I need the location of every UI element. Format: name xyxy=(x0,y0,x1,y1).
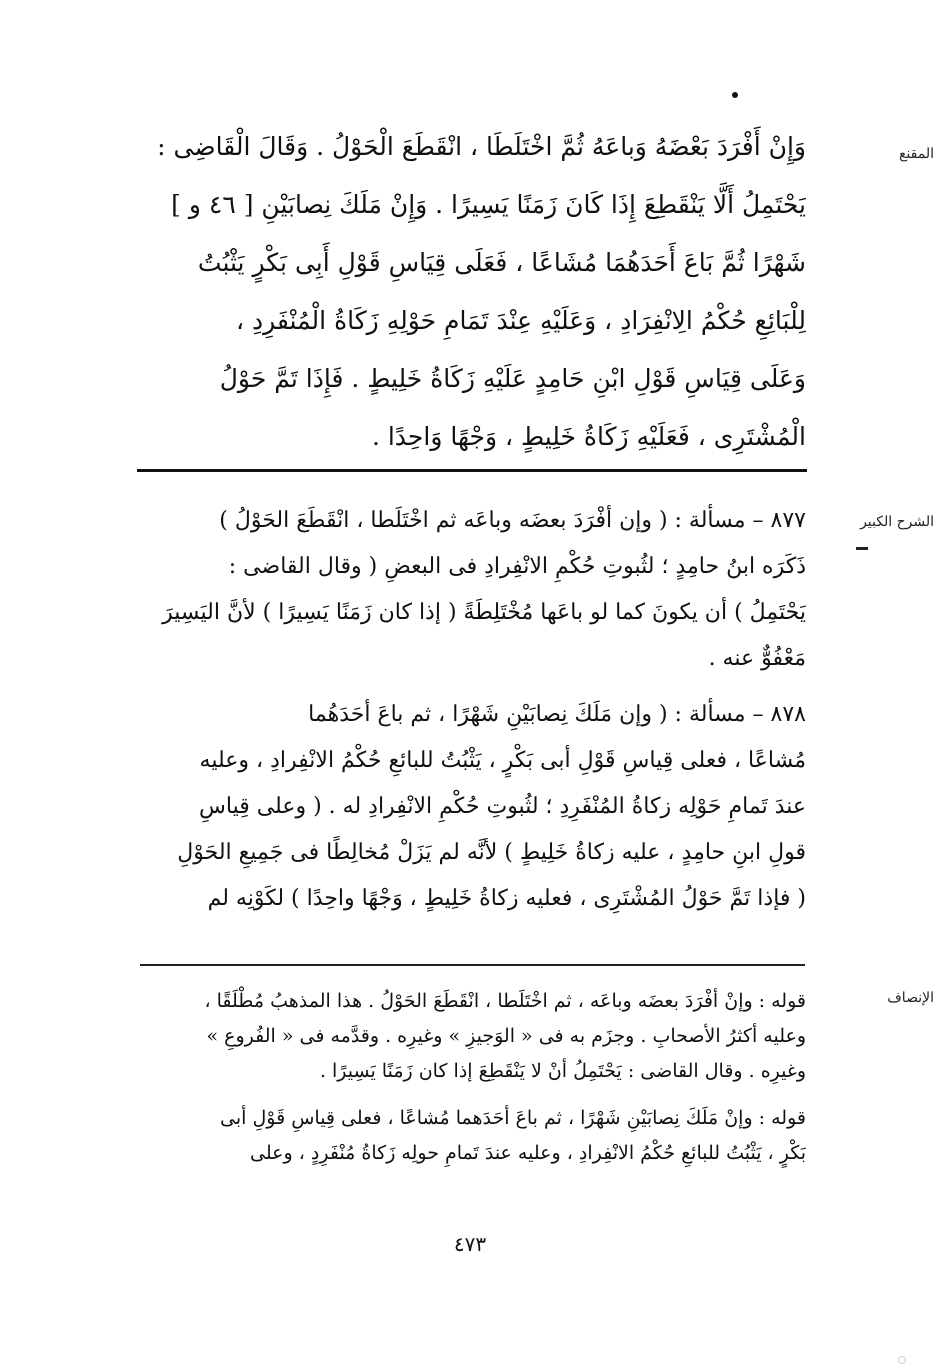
section-label-insaf: الإنصاف xyxy=(887,990,934,1006)
muqni-line: الْمُشْتَرِى ، فَعَلَيْهِ زَكَاةُ خَلِيطٍ ، وَجْهًا وَاحِدًا . xyxy=(371,422,806,451)
sharh-line: ( فإذا تَمَّ حَوْلُ المُشْتَرِى ، فعليه زكاةُ خَلِيطٍ ، وَجْهًا واحِدًا ) لكَوْنِه لم xyxy=(207,886,806,911)
insaf-paragraph-1 xyxy=(130,984,806,1089)
sharh-line: قولِ ابنِ حامِدٍ ، عليه زكاةُ خَلِيطٍ ) لأنَّه لم يَزَلْ مُخالِطًا فى جَمِيعِ الحَوْلِ xyxy=(177,840,806,865)
muqni-line: لِلْبَائِعِ حُكْمُ الِانْفِرَادِ ، وَعَلَيْهِ عِنْدَ تَمَامِ حَوْلِهِ زَكَاةُ الْمُنْفَرِدِ ، xyxy=(235,306,806,335)
insaf-line: قوله : وإنْ مَلَكَ نِصابَيْنِ شَهْرًا ، ثم باعَ أحَدَهما مُشاعًا ، فعلى قِياسِ قَوْلِ أبى xyxy=(220,1107,806,1129)
sharh-paragraph-878 xyxy=(130,692,806,922)
section-label-sharh: الشرح الكبير xyxy=(860,514,934,530)
sharh-text-block xyxy=(130,498,806,922)
insaf-line: وغيرِه . وقال القاضى : يَحْتَمِلُ أنْ لا يَنْقَطِعَ إذا كان زَمَنًا يَسِيرًا . xyxy=(319,1060,806,1082)
muqni-line: يَحْتَمِلُ أَلَّا يَنْقَطِعَ إِذَا كَانَ زَمَنًا يَسِيرًا . وَإِنْ مَلَكَ نِصابَيْنِ [ ٤٦ و ] xyxy=(171,190,806,219)
sharh-line: مُشاعًا ، فعلى قِياسِ قَوْلِ أبى بَكْرٍ ، يَثْبُتُ للبائعِ حُكْمُ الانْفِرادِ ، وعليه xyxy=(199,748,806,773)
sharh-line: عندَ تَمامِ حَوْلِه زكاةُ المُنْفَرِدِ ؛ لثُبوتِ حُكْمِ الانْفِرادِ له . ( وعلى قِياسِ xyxy=(199,794,806,819)
section-divider-thin xyxy=(140,964,805,966)
sharh-line: ٨٧٨ – مسألة : ( وإن مَلَكَ نِصابَيْنِ شَهْرًا ، ثم باعَ أحَدَهُما xyxy=(308,702,806,727)
insaf-line: وعليه أكثرُ الأصحابِ . وجزَم به فى « الوَجيزِ » وغيرِه . وقدَّمه فى « الفُروعِ » xyxy=(206,1025,806,1047)
muqni-line: وَعَلَى قِيَاسِ قَوْلِ ابْنِ حَامِدٍ عَلَيْهِ زَكَاةُ خَلِيطٍ . فَإِذَا تَمَّ حَوْلُ xyxy=(219,364,806,393)
insaf-line: بَكْرٍ ، يَثْبُتُ للبائعِ حُكْمُ الانْفِرادِ ، وعليه عندَ تَمامِ حولِه زَكاةُ مُنْفَرِدٍ ، وعلى xyxy=(250,1142,806,1164)
scan-speck xyxy=(898,1356,906,1364)
sharh-line: مَعْفُوٌّ عنه . xyxy=(708,646,806,671)
ink-dot xyxy=(732,92,738,98)
muqni-line: وَإِنْ أَفْرَدَ بَعْضَهُ وَباعَهُ ثُمَّ اخْتَلَطَا ، انْقَطَعَ الْحَوْلُ . وَقَالَ الْقَاضِى : xyxy=(157,132,806,161)
margin-dash-mark xyxy=(856,547,868,550)
muqni-line: شَهْرًا ثُمَّ بَاعَ أَحَدَهُمَا مُشَاعًا ، فَعَلَى قِيَاسِ قَوْلِ أَبِى بَكْرٍ يَثْبُتُ xyxy=(197,248,806,277)
sharh-line: ذَكَرَه ابنُ حامِدٍ ؛ لثُبوتِ حُكْمِ الانْفِرادِ فى البعضِ ( وقال القاضى : xyxy=(228,554,806,579)
muqni-text-block xyxy=(130,118,806,466)
section-label-muqni: المقنع xyxy=(898,146,934,162)
page-number: ٤٧٣ xyxy=(453,1232,487,1256)
sharh-line: يَحْتَمِلُ ) أن يكونَ كما لو باعَها مُخْتَلِطَةً ( إذا كان زَمَنًا يَسِيرًا ) لأنَّ اليَسِيرَ xyxy=(162,600,806,625)
insaf-text-block xyxy=(130,984,806,1171)
section-divider-thick xyxy=(137,469,807,472)
sharh-paragraph-877 xyxy=(130,498,806,682)
insaf-paragraph-2 xyxy=(130,1101,806,1171)
insaf-line: قوله : وإنْ أفْرَدَ بعضَه وباعَه ، ثم اخْتَلَطا ، انْقَطَعَ الحَوْلُ . هذا المذهبُ مُطْلَقًا ، xyxy=(204,990,806,1012)
sharh-line: ٨٧٧ – مسألة : ( وإن أفْرَدَ بعضَه وباعَه ثم اخْتَلَطا ، انْقَطَعَ الحَوْلُ ) xyxy=(219,508,806,533)
